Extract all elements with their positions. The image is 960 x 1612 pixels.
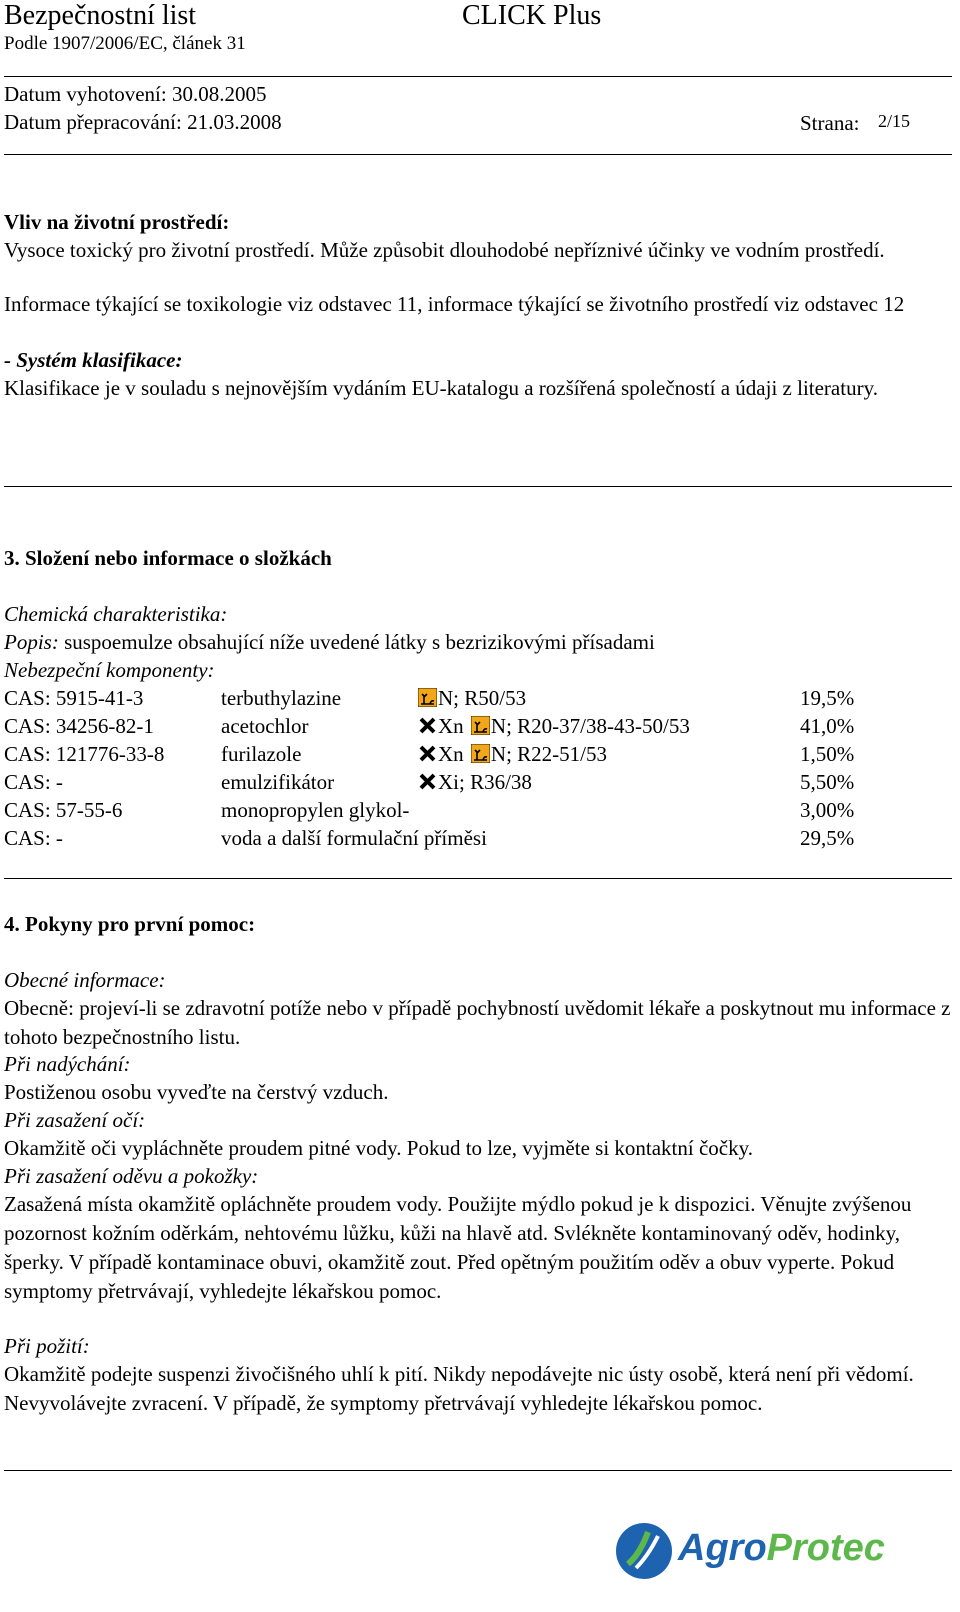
environment-icon xyxy=(418,688,437,707)
chem-char-heading: Chemická charakteristika: xyxy=(4,602,228,626)
eye-contact-heading: Při zasažení očí: xyxy=(4,1108,146,1132)
eye-contact-text: Okamžitě oči vypláchněte proudem pitné vody. Pokud to lze, vyjměte si kontaktní čočky. xyxy=(4,1136,754,1160)
component-name: acetochlor xyxy=(221,714,309,738)
section-divider-2 xyxy=(4,878,952,879)
ingestion-heading: Při požití: xyxy=(4,1334,90,1358)
section4-heading: 4. Pokyny pro první pomoc: xyxy=(4,912,256,936)
inhalation-heading: Při nadýchání: xyxy=(4,1052,131,1076)
description-label: Popis: xyxy=(4,630,59,654)
environment-icon xyxy=(471,716,490,735)
irritant-x-icon xyxy=(418,772,437,791)
component-percentage: 29,5% xyxy=(800,826,855,850)
skin-contact-heading: Při zasažení oděvu a pokožky: xyxy=(4,1164,259,1188)
component-name: emulzifikátor xyxy=(221,770,335,794)
hazard-components-heading: Nebezpeční komponenty: xyxy=(4,658,215,682)
component-name: furilazole xyxy=(221,742,302,766)
footer-divider xyxy=(4,1470,952,1471)
logo-wordmark xyxy=(678,1524,885,1572)
general-info-heading: Obecné informace: xyxy=(4,968,166,992)
section-divider-1 xyxy=(4,486,952,487)
classification-heading: - Systém klasifikace: xyxy=(4,348,183,372)
env-heading: Vliv na životní prostředí: xyxy=(4,210,230,234)
header-divider-bottom xyxy=(4,154,952,155)
environment-icon xyxy=(471,744,490,763)
product-name: CLICK Plus xyxy=(462,0,602,31)
component-name: voda a další formulační příměsi xyxy=(221,826,487,850)
section3-heading: 3. Složení nebo informace o složkách xyxy=(4,546,332,570)
component-cas: CAS: 34256-82-1 xyxy=(4,714,154,738)
component-percentage: 19,5% xyxy=(800,686,855,710)
inhalation-text: Postiženou osobu vyveďte na čerstvý vzduch. xyxy=(4,1080,389,1104)
component-percentage: 3,00% xyxy=(800,798,855,822)
component-cas: CAS: 5915-41-3 xyxy=(4,686,144,710)
component-percentage: 1,50% xyxy=(800,742,855,766)
harmful-x-icon xyxy=(418,744,437,763)
component-classification: Xn N; R22-51/53 xyxy=(418,740,607,768)
component-classification: N; R50/53 xyxy=(418,684,526,712)
skin-contact-text: Zasažená místa okamžitě opláchněte proudem vody. Použijte mýdlo pokud je k dispozici. Věnujte zvýšenou pozornost kožním oděrkám, nehtovému lůžku, kůži na hlavě atd. Svlékněte kontaminovaný oděv, hodinky, šperky. V případě kontaminace obuvi, okamžitě zout. Před opětným použitím oděv a obuv vyperte. Pokud symptomy přetrvávají, vyhledejte lékařskou pomoc. xyxy=(4,1192,912,1303)
env-reference-text: Informace týkající se toxikologie viz odstavec 11, informace týkající se životního prostředí viz odstavec 12 xyxy=(4,292,905,316)
component-classification: Xn N; R20-37/38-43-50/53 xyxy=(418,712,690,740)
component-cas: CAS: - xyxy=(4,826,63,850)
logo-text-protec: Protec xyxy=(766,1527,885,1569)
description-text: suspoemulze obsahující níže uvedené látky s bezrizikovými přísadami xyxy=(58,630,655,654)
page-number: 2/15 xyxy=(878,111,911,131)
component-name: monopropylen glykol- xyxy=(221,798,410,822)
component-percentage: 5,50% xyxy=(800,770,855,794)
component-cas: CAS: - xyxy=(4,770,63,794)
component-cas: CAS: 57-55-6 xyxy=(4,798,123,822)
component-classification: Xi; R36/38 xyxy=(418,768,532,796)
env-text: Vysoce toxický pro životní prostředí. Může způsobit dlouhodobé nepříznivé účinky ve vodním prostředí. xyxy=(4,238,885,262)
component-name: terbuthylazine xyxy=(221,686,342,710)
created-date: Datum vyhotovení: 30.08.2005 xyxy=(4,82,267,106)
agroprotec-logo xyxy=(614,1518,914,1588)
regulation-reference: Podle 1907/2006/EC, článek 31 xyxy=(4,33,246,54)
component-percentage: 41,0% xyxy=(800,714,855,738)
document-title: Bezpečnostní list xyxy=(4,0,197,31)
general-info-text: Obecně: projeví-li se zdravotní potíže nebo v případě pochybností uvědomit lékaře a poskytnout mu informace z tohoto bezpečnostního listu. xyxy=(4,996,951,1049)
revised-date: Datum přepracování: 21.03.2008 xyxy=(4,110,282,134)
component-cas: CAS: 121776-33-8 xyxy=(4,742,165,766)
classification-text: Klasifikace je v souladu s nejnovějším vydáním EU-katalogu a rozšířená společností a údaji z literatury. xyxy=(4,376,878,400)
harmful-x-icon xyxy=(418,716,437,735)
ingestion-text: Okamžitě podejte suspenzi živočišného uhlí k pití. Nikdy nepodávejte nic ústy osobě, která není při vědomí. Nevyvolávejte zvracení. V případě, že symptomy přetrvávají vyhledejte lékařskou pomoc. xyxy=(4,1362,914,1415)
logo-text-agro: Agro xyxy=(678,1527,767,1569)
logo-emblem-icon xyxy=(614,1518,674,1584)
header-divider-top xyxy=(4,76,952,77)
page-label: Strana: xyxy=(800,111,860,135)
description-line xyxy=(4,628,655,656)
